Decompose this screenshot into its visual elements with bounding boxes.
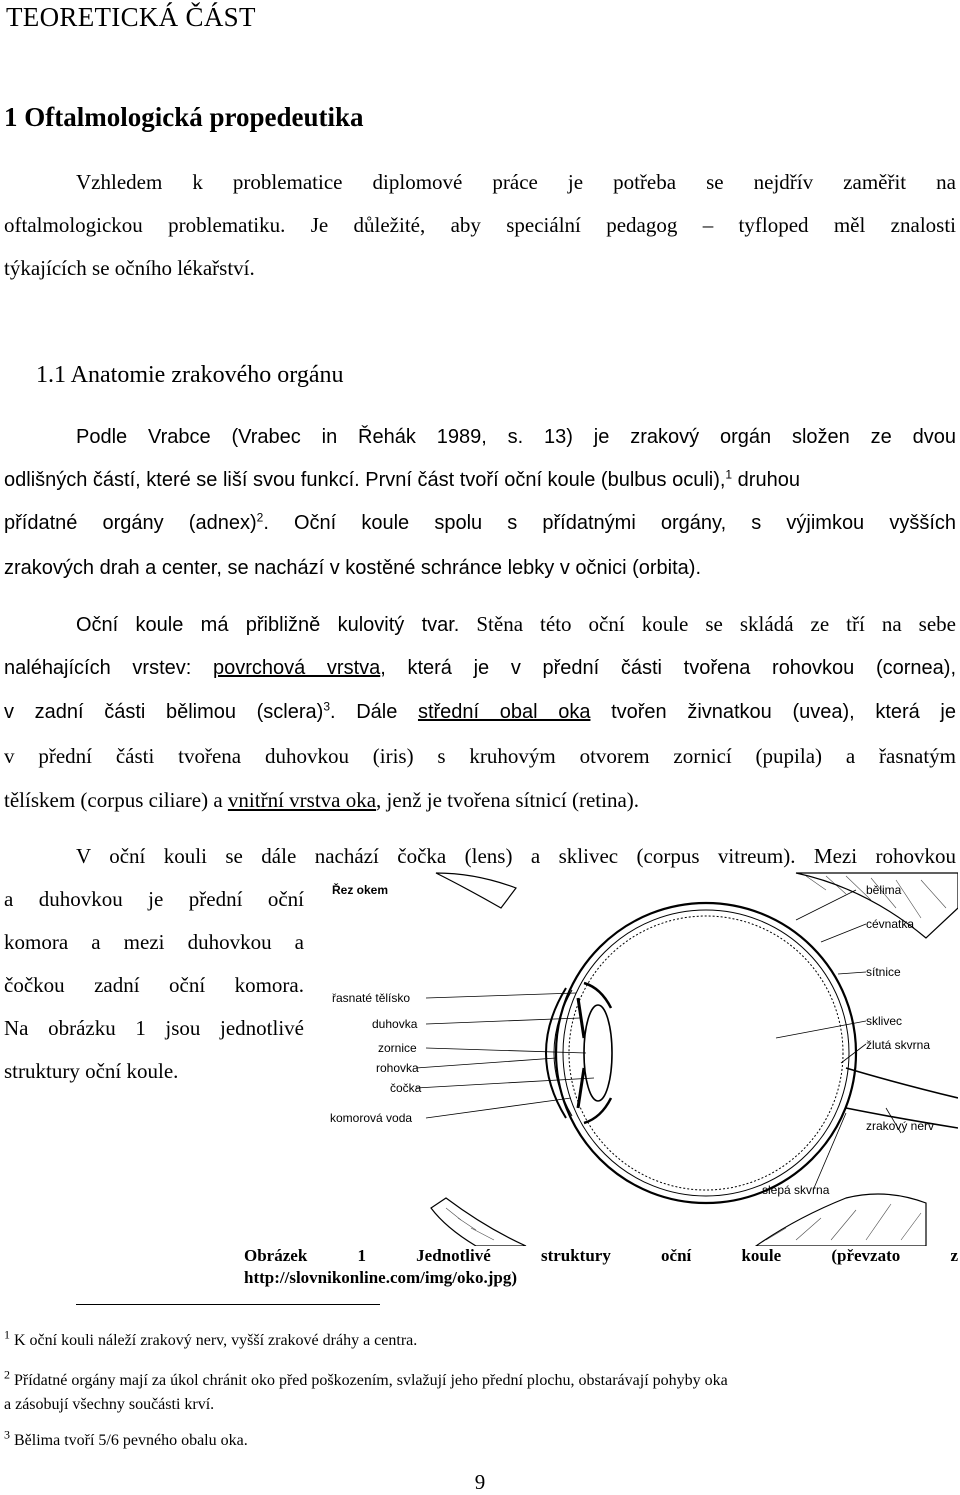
p1-line-2 <box>4 468 956 492</box>
p2-line-1 <box>76 612 956 637</box>
intro-line-1: Vzhledem k problematice diplomové práce je potřeba se nejdřív zaměřit na <box>76 170 956 194</box>
footnote-ref-1: 1 <box>725 467 733 482</box>
caption-word: Jednotlivé <box>416 1246 491 1265</box>
label-cocka: čočka <box>390 1081 422 1095</box>
p2-line-1-a: Oční koule má přibližně kulovitý tvar. <box>76 614 460 636</box>
p2-line-3 <box>4 700 956 724</box>
footnote-2-cont: a zásobují všechny součásti krví. <box>4 1396 215 1413</box>
p2-line-3-a: v zadní části bělimou (sclera) <box>4 701 324 723</box>
p1-line-3 <box>4 511 956 535</box>
p2-line-3-b: . Dále <box>330 701 418 723</box>
label-belima: bělima <box>866 883 902 897</box>
chapter-title: 1 Oftalmologická propedeutika <box>4 102 364 132</box>
caption-word: struktury <box>540 1246 611 1265</box>
figure-caption-line-1 <box>244 1246 958 1266</box>
footnote-ref-2: 2 <box>256 510 264 525</box>
part-title: TEORETICKÁ ČÁST <box>6 2 256 32</box>
p2-line-5-b: , jenž je tvořena sítnicí (retina). <box>376 788 640 812</box>
caption-word: oční <box>661 1246 692 1265</box>
label-zornice: zornice <box>378 1041 417 1055</box>
p1-line-2-a: odlišných částí, které se liší svou funkcí. <box>4 469 360 491</box>
footnote-1 <box>4 1327 956 1352</box>
caption-word: (převzato <box>831 1246 901 1265</box>
footnote-2 <box>4 1367 956 1392</box>
footnote-separator <box>76 1304 380 1305</box>
footnote-number: 1 <box>4 1327 10 1342</box>
p2-line-5 <box>4 788 956 812</box>
caption-word: z <box>950 1246 958 1265</box>
p3-line-1: V oční kouli se dále nachází čočka (lens) a sklivec (corpus vitreum). Mezi rohovkou <box>76 844 956 868</box>
p1-line-1: Podle Vrabce (Vrabec in Řehák 1989, s. 13) je zrakový orgán složen ze dvou <box>76 426 956 448</box>
footnote-number: 2 <box>4 1367 10 1382</box>
caption-word: Obrázek <box>244 1246 308 1265</box>
footnote-ref-3: 3 <box>323 699 330 714</box>
label-rasnate-telisko: řasnaté tělísko <box>332 991 411 1005</box>
figure-caption-line-2: http://slovnikonline.com/img/oko.jpg) <box>244 1268 517 1287</box>
footnote-number: 3 <box>4 1427 10 1442</box>
p1-line-3-a: přídatné orgány (adnex) <box>4 512 257 534</box>
p1-line-2-c: druhou <box>732 469 800 491</box>
p2-underline-middle: střední obal oka <box>417 701 591 723</box>
eye-cross-section-figure <box>326 868 958 1246</box>
p2-line-2-a: naléhajících vrstev: <box>4 657 213 679</box>
footnote-3 <box>4 1427 956 1452</box>
p2-line-2-b: , která je v přední části tvořena rohovkou (cornea), <box>380 657 956 679</box>
intro-line-3: týkajících se očního lékařství. <box>4 256 255 280</box>
p2-line-4: v přední části tvořena duhovkou (iris) s kruhovým otvorem zornicí (pupila) a řasnatým <box>4 744 956 768</box>
label-zrakovy-nerv: zrakový nerv <box>866 1119 935 1133</box>
label-zluta-skvrna: žlutá skvrna <box>866 1038 931 1052</box>
p3-wrap-1: a duhovkou je přední oční <box>4 887 304 911</box>
label-sitnice: sítnice <box>866 965 901 979</box>
label-sklivec: sklivec <box>866 1014 903 1028</box>
label-duhovka: duhovka <box>372 1017 418 1031</box>
p3-wrap-2: komora a mezi duhovkou a <box>4 930 304 954</box>
p1-line-4: zrakových drah a center, se nachází v kostěné schránce lebky v očnici (orbita). <box>4 557 702 579</box>
label-komorova-voda: komorová voda <box>330 1111 413 1125</box>
label-rohovka: rohovka <box>376 1061 419 1075</box>
p1-line-3-b: . Oční koule spolu s přídatnými orgány, s výjimkou vyšších <box>263 512 956 534</box>
p3-wrap-5: struktury oční koule. <box>4 1059 179 1083</box>
p3-wrap-3: čočkou zadní oční komora. <box>4 973 304 997</box>
p1-line-2-b: První část tvoří oční koule (bulbus oculi), <box>365 469 726 491</box>
p2-line-1-b: Stěna této oční koule se skládá ze tří na sebe <box>459 612 956 636</box>
footnote-text: Bělima tvoří 5/6 pevného obalu oka. <box>14 1432 248 1449</box>
label-cevnatka: cévnatka <box>866 917 915 931</box>
footnote-text: K oční kouli náleží zrakový nerv, vyšší zrakové dráhy a centra. <box>14 1332 418 1349</box>
p2-underline-surface: povrchová vrstva <box>212 657 381 679</box>
p2-line-2 <box>4 656 956 680</box>
p2-underline-inner: vnitřní vrstva oka <box>227 788 377 812</box>
caption-word: koule <box>741 1246 782 1265</box>
footnote-text: Přídatné orgány mají za úkol chránit oko před poškozením, svlažují jeho přední plochu, obstarávají pohyby oka <box>14 1372 728 1389</box>
p2-line-5-a: tělískem (corpus ciliare) a <box>4 788 228 812</box>
p2-line-3-c: tvořen živnatkou (uvea), která je <box>590 701 956 723</box>
intro-line-2: oftalmologickou problematiku. Je důležité, aby speciální pedagog – tyfloped měl znalosti <box>4 213 956 237</box>
page-number: 9 <box>474 1470 486 1494</box>
label-slepa-skvrna: slepá skvrna <box>762 1183 830 1197</box>
p3-wrap-4: Na obrázku 1 jsou jednotlivé <box>4 1016 304 1040</box>
section-title: 1.1 Anatomie zrakového orgánu <box>36 362 344 388</box>
figure-title: Řez okem <box>332 883 389 897</box>
caption-word: 1 <box>357 1246 366 1265</box>
